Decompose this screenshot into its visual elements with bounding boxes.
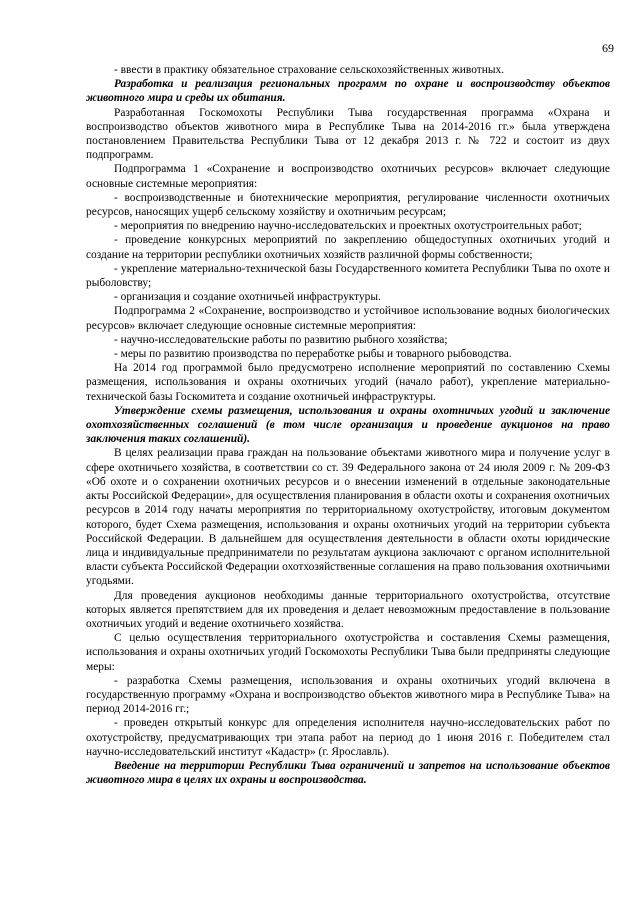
paragraph: Подпрограмма 2 «Сохранение, воспроизводство и устойчивое использование водных биологических ресурсов» включает следующие основные системные мероприятия:: [86, 305, 610, 332]
list-item: - проведение конкурсных мероприятий по закреплению общедоступных охотничьих угодий и создание на территории республики охотничьих хозяйств различной формы собственности;: [86, 234, 610, 261]
list-item: - воспроизводственные и биотехнические мероприятия, регулирование численности охотничьих ресурсов, наносящих ущерб сельскому хозяйству и охотничьим ресурсам;: [86, 191, 610, 219]
section-heading: Разработка и реализация региональных программ по охране и воспроизводству объектов животного мира и среды их обитания.: [86, 78, 610, 105]
paragraph: С целью осуществления территориального охотустройства и составления Схемы размещения, использования и охраны охотничьих угодий Госкомохоты Республики Тыва были предприняты следующие меры:: [86, 632, 610, 673]
body-text: [86, 63, 610, 787]
paragraph: Подпрограмма 1 «Сохранение и воспроизводство охотничьих ресурсов» включает следующие основные системные мероприятия:: [86, 163, 610, 190]
paragraph: На 2014 год программой было предусмотрено исполнение мероприятий по составлению Схемы размещения, использования и охраны охотничьих угодий (начало работ), укрепление материально-технической базы Госкомитета и создание охотничьей инфраструктуры.: [86, 362, 610, 403]
list-item: - научно-исследовательские работы по развитию рыбного хозяйства;: [114, 333, 448, 346]
paragraph: Разработанная Госкомохоты Республики Тыва государственная программа «Охрана и воспроизводство объектов животного мира в Республике Тыва на 2014-2016 гг.» была утверждена постановлением Правительства Республики Тыва от 12 декабря 2013 г. № 722 и состоит из двух подпрограмм.: [86, 106, 610, 162]
paragraph: В целях реализации права граждан на пользование объектами животного мира и получение услуг в сфере охотничьего хозяйства, в соответствии со ст. 39 Федерального закона от 24 июля 2009 г. № 209-ФЗ «Об охоте и о сохранении охотничьих ресурсов и о внесении изменений в отдельные законодательные акты Российской Федерации», для осуществления планирования в области охоты и сохранения охотничьих ресурсов в 2014 году начаты мероприятия по территориальному охотустройству, итоговым документом которого, будет Схема размещения, использования и охраны охотничьих угодий на территории субъекта Российской Федерации. В дальнейшем для осуществления деятельности в области охоты юридические лица и индивидуальные предприниматели по результатам аукциона заключают с органом исполнительной власти субъекта Российской Федерации охотхозяйственные соглашения на право пользования охотничьими угодьями.: [86, 447, 610, 588]
list-item: - организация и создание охотничьей инфраструктуры.: [114, 291, 381, 304]
section-heading: Утверждение схемы размещения, использования и охраны охотничьих угодий и заключение охотхозяйственных соглашений (в том числе организация и проведение аукционов на право заключения таких соглашений).: [86, 404, 610, 446]
list-item: - меры по развитию производства по переработке рыбы и товарного рыбоводства.: [114, 348, 512, 361]
list-item: - укрепление материально-технической базы Государственного комитета Республики Тыва по охоте и рыболовству;: [86, 262, 610, 290]
section-heading: Введение на территории Республики Тыва ограничений и запретов на использование объектов животного мира в целях их охраны и воспроизводства.: [86, 759, 610, 787]
paragraph: Для проведения аукционов необходимы данные территориального охотустройства, отсутствие которых является препятствием для их проведения и делает невозможным предоставление в пользование охотничьих угодий и ведение охотничьего хозяйства.: [86, 589, 610, 630]
paragraph: - ввести в практику обязательное страхование сельскохозяйственных животных.: [114, 64, 505, 76]
page-number: 69: [602, 41, 614, 55]
list-item: - мероприятия по внедрению научно-исследовательских и проектных охотустроительных работ;: [114, 220, 582, 233]
list-item: - разработка Схемы размещения, использования и охраны охотничьих угодий включена в государственную программу «Охрана и воспроизводство объектов животного мира в Республике Тыва» на период 2014-2016 гг.;: [86, 674, 610, 716]
list-item: - проведен открытый конкурс для определения исполнителя научно-исследовательских работ по охотустройству, предусматривающих три этапа работ на период до 1 июня 2016 г. Победителем стал научно-исследовательский институт «Кадастр» (г. Ярославль).: [86, 717, 610, 758]
